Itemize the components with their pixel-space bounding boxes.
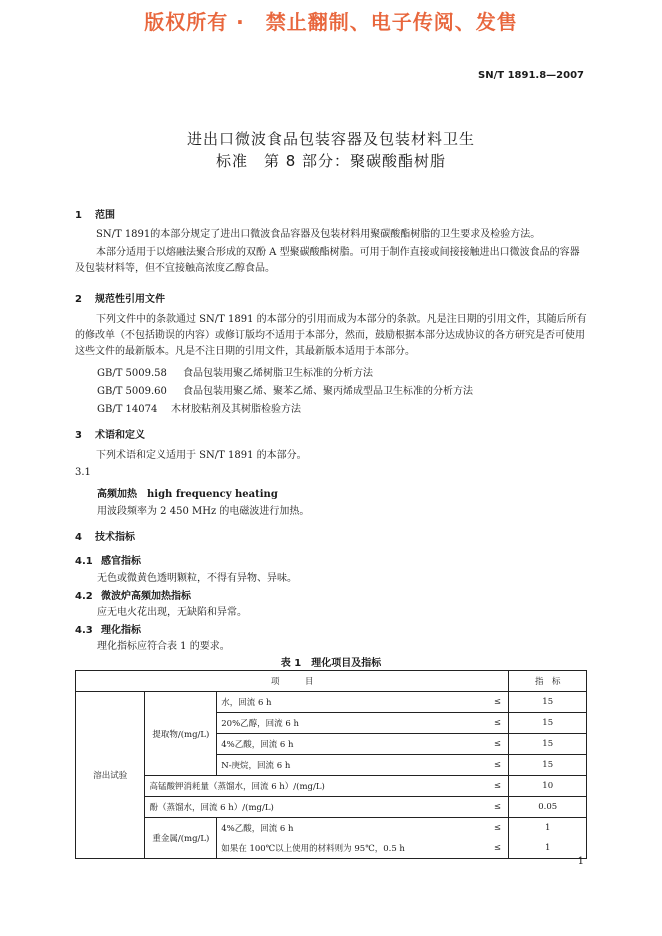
table-row: [76, 776, 587, 797]
reference-code: GB/T 5009.58: [97, 368, 167, 379]
page-number: 1: [577, 856, 584, 867]
row-label: 水，回流 6 h: [217, 692, 487, 713]
le-symbol: ≤: [487, 755, 509, 776]
row-value: 0.05: [509, 797, 587, 818]
section-4-title: 技术指标: [95, 532, 135, 543]
subsection-4-1-title: 感官指标: [101, 556, 141, 567]
section-1-paragraph-1: SN/T 1891的本部分规定了进出口微波食品容器及包装材料用聚碳酸酯树脂的卫生要求及检验方法。: [96, 229, 541, 240]
row-label: 酚（蒸馏水，回流 6 h）/(mg/L): [145, 797, 487, 818]
copyright-watermark: 版权所有 · 禁止翻制、电子传阅、发售: [144, 10, 518, 34]
section-4-number: 4: [75, 532, 82, 543]
table-header-row: [76, 671, 587, 692]
le-symbol: ≤: [487, 797, 509, 818]
subsection-4-1-heading: [75, 552, 141, 567]
row-value: 15: [509, 734, 587, 755]
term-definition: 用波段频率为 2 450 MHz 的电磁波进行加热。: [97, 506, 310, 517]
extract-label: 提取物/(mg/L): [145, 692, 217, 776]
header-value: 指 标: [509, 671, 587, 692]
le-symbol: ≤: [487, 713, 509, 734]
subsection-4-1-number: 4.1: [75, 556, 93, 567]
subsection-4-2-text: 应无电火花出现，无缺陷和异常。: [97, 607, 247, 618]
row-label: 20%乙醇，回流 6 h: [217, 713, 487, 734]
row-value: 15: [509, 713, 587, 734]
document-title-line2: 标准 第 8 部分：聚碳酸酯树脂: [215, 152, 447, 170]
reference-item: [97, 364, 373, 379]
subsection-4-3-title: 理化指标: [101, 625, 141, 636]
le-symbol: ≤: [487, 776, 509, 797]
term-chinese: 高频加热: [97, 489, 137, 500]
row-label: 高锰酸钾消耗量（蒸馏水，回流 6 h）/(mg/L): [145, 776, 487, 797]
le-symbol: ≤: [487, 692, 509, 713]
reference-title: 木材胶粘剂及其树脂检验方法: [171, 404, 301, 415]
table-row: [76, 692, 587, 713]
row-value: 1: [509, 838, 587, 859]
table-row: [76, 797, 587, 818]
row-value: 1: [509, 818, 587, 839]
subsection-4-3-heading: [75, 621, 141, 636]
section-3-title: 术语和定义: [95, 430, 145, 441]
le-symbol: ≤: [487, 838, 509, 859]
subsection-4-2-number: 4.2: [75, 591, 93, 602]
section-1-heading: [75, 206, 115, 221]
section-2-number: 2: [75, 294, 82, 305]
subsection-4-2-title: 微波炉高频加热指标: [101, 591, 191, 602]
le-symbol: ≤: [487, 818, 509, 839]
row-value: 15: [509, 692, 587, 713]
header-item: 项 目: [76, 671, 509, 692]
physicochemical-table: [75, 670, 587, 859]
subsection-4-3-number: 4.3: [75, 625, 93, 636]
section-2-paragraph: 下列文件中的条款通过 SN/T 1891 的本部分的引用而成为本部分的条款。凡是注日期的引用文件，其随后所有的修改单（不包括勘误的内容）或修订版均不适用于本部分，然而，鼓励根据本部分达成协议的各方研究是否可使用这些文件的最新版本。凡是不注日期的引用文件，其最新版本适用于本部分。: [75, 314, 587, 357]
row-value: 10: [509, 776, 587, 797]
section-1-paragraph-2: 本部分适用于以熔融法聚合形成的双酚 A 型聚碳酸酯树脂。可用于制作直接或间接接触进出口微波食品的容器及包装材料等，但不宜接触高浓度乙醇食品。: [75, 247, 580, 274]
subsection-4-2-heading: [75, 587, 191, 602]
reference-code: GB/T 14074: [97, 404, 158, 415]
row-label: N-庚烷，回流 6 h: [217, 755, 487, 776]
table-row: [76, 818, 587, 839]
subsection-3-1-number: 3.1: [75, 467, 91, 478]
reference-title: 食品包装用聚乙烯树脂卫生标准的分析方法: [183, 368, 373, 379]
reference-code: GB/T 5009.60: [97, 386, 167, 397]
reference-item: [97, 400, 301, 415]
section-2-heading: [75, 290, 165, 305]
section-3-heading: [75, 426, 145, 441]
standard-number: SN/T 1891.8—2007: [478, 70, 584, 81]
row-label: 4%乙酸，回流 6 h: [217, 818, 487, 839]
row-label: 4%乙酸，回流 6 h: [217, 734, 487, 755]
section-4-heading: [75, 528, 135, 543]
section-3-paragraph: 下列术语和定义适用于 SN/T 1891 的本部分。: [96, 450, 307, 461]
row-value: 15: [509, 755, 587, 776]
subsection-4-3-text: 理化指标应符合表 1 的要求。: [97, 641, 230, 652]
section-1-number: 1: [75, 210, 82, 221]
term-english: high frequency heating: [147, 489, 278, 500]
group-label: 溶出试验: [76, 692, 145, 859]
section-2-title: 规范性引用文件: [95, 294, 165, 305]
section-3-number: 3: [75, 430, 82, 441]
heavy-metal-label: 重金属/(mg/L): [145, 818, 217, 859]
section-1-title: 范围: [95, 210, 115, 221]
subsection-4-1-text: 无色或微黄色透明颗粒，不得有异物、异味。: [97, 573, 297, 584]
reference-item: [97, 382, 473, 397]
document-title-line1: 进出口微波食品包装容器及包装材料卫生: [186, 130, 475, 148]
row-label: 如果在 100℃以上使用的材料则为 95℃，0.5 h: [217, 838, 487, 859]
table-caption: 表 1 理化项目及指标: [280, 658, 382, 669]
term-entry: [97, 485, 278, 500]
le-symbol: ≤: [487, 734, 509, 755]
reference-title: 食品包装用聚乙烯、聚苯乙烯、聚丙烯成型品卫生标准的分析方法: [183, 386, 473, 397]
